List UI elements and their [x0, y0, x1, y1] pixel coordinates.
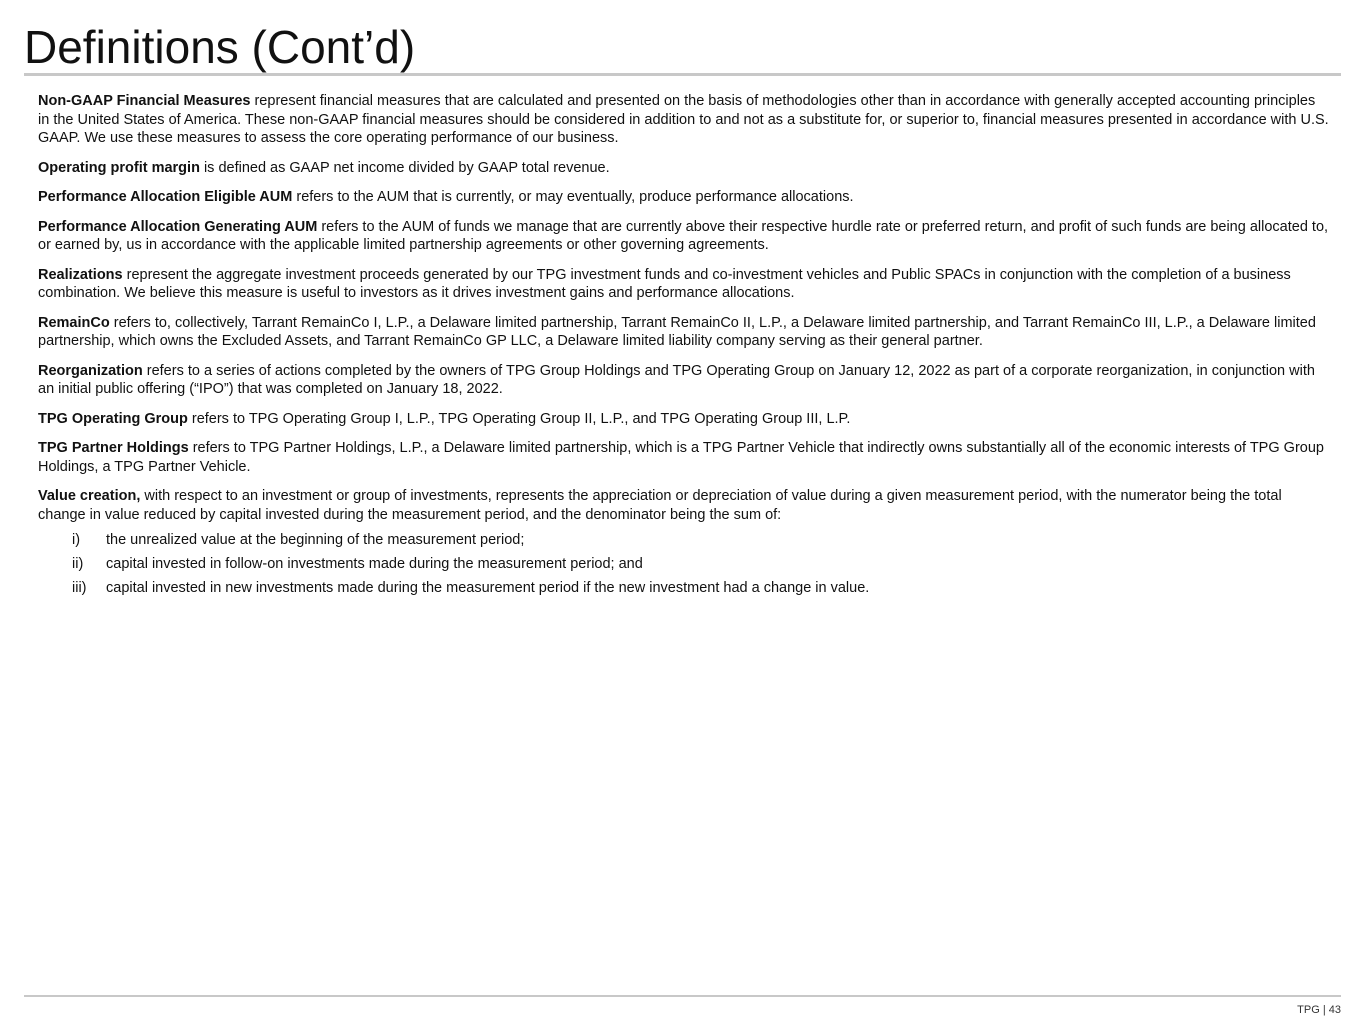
- list-item: [38, 555, 1330, 574]
- definition-term: Value creation,: [38, 488, 141, 504]
- definition-text: with respect to an investment or group of investments, represents the appreciation or depreciation of value during a given measurement period, with the numerator being the total change in value reduced by capital invested during the measurement period, and the denominator being the sum of:: [38, 488, 1282, 523]
- definition-tpg-partner-holdings: [38, 439, 1330, 476]
- list-item-number: i): [72, 532, 81, 548]
- definition-text: refers to the AUM of funds we manage that are currently above their respective hurdle rate or preferred return, and profit of such funds are being allocated to, or earned by, us in accordance with the applicable limited partnership agreements or other governing agreements.: [38, 218, 1329, 253]
- list-item: [38, 531, 1330, 550]
- definition-term: Operating profit margin: [38, 159, 200, 176]
- value-creation-list: [38, 531, 1330, 598]
- definition-non-gaap: [38, 92, 1330, 148]
- definition-text: refers to a series of actions completed by the owners of TPG Group Holdings and TPG Operating Group on January 12, 2022 as part of a corporate reorganization, in conjunction with an initial public offering (“IPO”) that was completed on January 18, 2022.: [38, 362, 1315, 397]
- definition-realizations: [38, 266, 1330, 303]
- footer-divider: [24, 995, 1341, 997]
- definition-term: Reorganization: [38, 362, 143, 379]
- definition-term: Performance Allocation Generating AUM: [38, 218, 318, 235]
- title-divider: [24, 73, 1341, 76]
- definition-term: TPG Operating Group: [38, 410, 188, 427]
- page-footer: TPG | 43: [1297, 1004, 1341, 1016]
- definition-operating-profit-margin: [38, 159, 1330, 178]
- list-item-number: ii): [72, 556, 84, 572]
- list-item-text: the unrealized value at the beginning of the measurement period;: [106, 532, 525, 548]
- definition-term: Performance Allocation Eligible AUM: [38, 189, 293, 205]
- definition-performance-allocation-generating-aum: [38, 218, 1330, 255]
- definition-term: TPG Partner Holdings: [38, 440, 189, 456]
- page-title: Definitions (Cont’d): [24, 21, 416, 73]
- definition-tpg-operating-group: [38, 410, 1330, 429]
- definition-text: is defined as GAAP net income divided by GAAP total revenue.: [199, 159, 610, 176]
- definition-text: represent financial measures that are calculated and presented on the basis of methodologies other than in accordance with generally accepted accounting principles in the United States of America. These non-GAAP financial measures should be considered in addition to and not as a substitute for, or superior to, financial measures presented in accordance with U.S. GAAP. We use these measures to assess the core operating performance of our business.: [38, 93, 1329, 146]
- list-item-text: capital invested in new investments made during the measurement period if the new investment had a change in value.: [106, 580, 870, 596]
- definition-text: represent the aggregate investment proceeds generated by our TPG investment funds and co-investment vehicles and Public SPACs in conjunction with the completion of a business combination. We believe this measure is useful to investors as it drives investment gains and performance allocations.: [38, 266, 1291, 301]
- list-item-number: iii): [72, 580, 87, 596]
- definitions-body: [38, 92, 1330, 603]
- definition-term: Realizations: [38, 266, 123, 283]
- list-item-text: capital invested in follow-on investments made during the measurement period; and: [106, 556, 643, 572]
- definition-term: RemainCo: [38, 314, 110, 331]
- definition-text: refers to TPG Partner Holdings, L.P., a Delaware limited partnership, which is a TPG Partner Vehicle that indirectly owns substantially all of the economic interests of TPG Group Holdings, a TPG Partner Vehicle.: [38, 440, 1324, 475]
- list-item: [38, 579, 1330, 598]
- definition-performance-allocation-eligible-aum: [38, 188, 1330, 207]
- definition-reorganization: [38, 362, 1330, 399]
- definition-value-creation: [38, 487, 1330, 524]
- definition-text: refers to TPG Operating Group I, L.P., TPG Operating Group II, L.P., and TPG Operating Group III, L.P.: [187, 410, 851, 427]
- definition-term: Non-GAAP Financial Measures: [38, 93, 251, 109]
- definition-remainco: [38, 314, 1330, 351]
- definition-text: refers to, collectively, Tarrant RemainCo I, L.P., a Delaware limited partnership, Tarrant RemainCo II, L.P., a Delaware limited partnership, and Tarrant RemainCo III, L.P., a Delaware limited partnership, which owns the Excluded Assets, and Tarrant RemainCo GP LLC, a Delaware limited liability company serving as their general partner.: [38, 314, 1316, 349]
- definition-text: refers to the AUM that is currently, or may eventually, produce performance allocations.: [292, 189, 854, 205]
